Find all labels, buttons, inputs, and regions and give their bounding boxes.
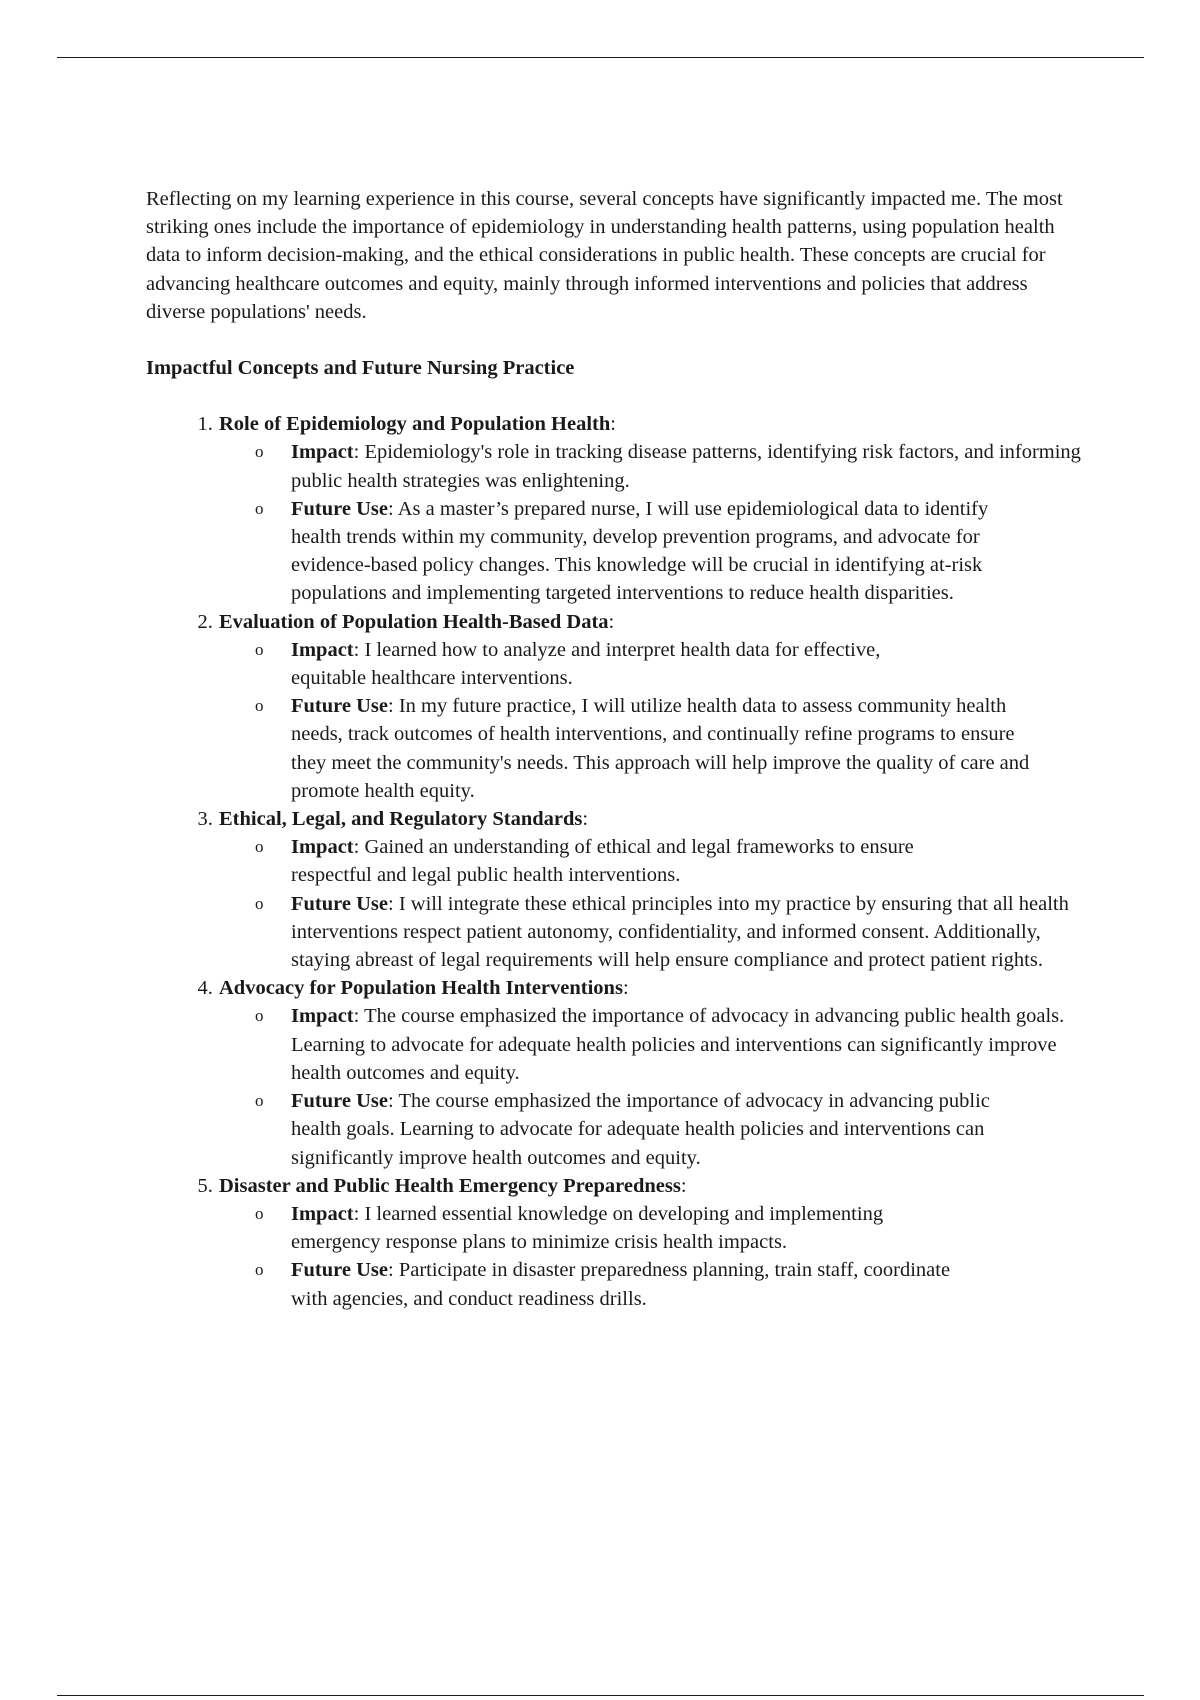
- concept-colon: :: [680, 1174, 687, 1197]
- concept-title: Evaluation of Population Health-Based Data: [219, 610, 609, 633]
- bullet-icon: o: [255, 1006, 264, 1026]
- bullet-icon: o: [255, 696, 264, 716]
- concept-title: Role of Epidemiology and Population Health: [219, 413, 611, 436]
- impact-text: : The course emphasized the importance of advocacy in advancing public health goals. Learning to advocate for adequate health policies and interventions can significantly improve health outcomes and equity.: [291, 1005, 1065, 1084]
- concept-subpoints: [219, 1002, 1086, 1171]
- impact-point: [255, 636, 946, 692]
- header-rule: [57, 57, 1144, 58]
- future-use-text: : I will integrate these ethical principles into my practice by ensuring that all health interventions respect patient autonomy, confidentiality, and informed consent. Additionally, staying abreast of legal requirements will help ensure compliance and protect patient rights.: [291, 892, 1069, 972]
- bullet-icon: o: [255, 893, 264, 913]
- concept-subpoints: [219, 438, 1086, 607]
- concept-item: [218, 805, 1086, 974]
- concept-subpoints: [219, 636, 1086, 805]
- bullet-icon: o: [255, 837, 264, 857]
- impact-text: : I learned how to analyze and interpret health data for effective, equitable healthcare interventions.: [291, 638, 881, 690]
- concept-colon: :: [622, 977, 629, 1000]
- future-use-label: Future Use: [291, 1090, 388, 1113]
- bullet-icon: o: [255, 442, 264, 462]
- bullet-icon: o: [255, 1091, 264, 1111]
- impact-label: Impact: [291, 638, 354, 661]
- future-use-point: [255, 1256, 961, 1312]
- footer-rule: [57, 1695, 1144, 1696]
- concept-item: [218, 608, 1086, 805]
- future-use-text: : As a master’s prepared nurse, I will use epidemiological data to identify health trends within my community, develop prevention programs, and advocate for evidence-based policy changes. This knowledge will be crucial in identifying at-risk populations and implementing targeted interventions to reduce health disparities.: [291, 497, 989, 605]
- bullet-icon: o: [255, 498, 264, 518]
- future-use-label: Future Use: [291, 1259, 388, 1282]
- concept-item: [218, 974, 1086, 1171]
- concept-colon: :: [582, 808, 589, 831]
- future-use-point: [255, 890, 1081, 975]
- impact-text: : Gained an understanding of ethical and legal frameworks to ensure respectful and legal public health interventions.: [291, 836, 914, 887]
- future-use-text: : In my future practice, I will utilize health data to assess community health needs, track outcomes of health interventions, and continually refine programs to ensure they meet the community's needs. This approach will help improve the quality of care and promote health equity.: [291, 695, 1030, 802]
- section-heading: Impactful Concepts and Future Nursing Practice: [146, 357, 575, 380]
- future-use-point: [255, 1087, 991, 1172]
- bullet-icon: o: [255, 1203, 264, 1223]
- concept-subpoints: [219, 1200, 1086, 1313]
- impact-text: : Epidemiology's role in tracking disease patterns, identifying risk factors, and informing public health strategies was enlightening.: [291, 441, 1081, 492]
- concept-list: [146, 410, 1086, 1313]
- impact-label: Impact: [291, 1005, 354, 1028]
- bullet-icon: o: [255, 1260, 264, 1280]
- impact-point: [255, 1200, 946, 1256]
- future-use-point: [255, 692, 1031, 805]
- impact-text: : I learned essential knowledge on developing and implementing emergency response plans to minimize crisis health impacts.: [291, 1202, 884, 1254]
- impact-point: [255, 438, 1081, 494]
- future-use-text: : The course emphasized the importance of advocacy in advancing public health goals. Learning to advocate for adequate health policies and interventions can significantly improve health outcomes and equity.: [291, 1090, 990, 1169]
- concept-colon: :: [610, 413, 616, 436]
- document-body: [146, 185, 1086, 1313]
- impact-point: [255, 1002, 1081, 1087]
- impact-point: [255, 833, 961, 889]
- impact-label: Impact: [291, 1202, 354, 1225]
- concept-title: Advocacy for Population Health Interventions: [219, 977, 623, 1000]
- bullet-icon: o: [255, 639, 264, 659]
- future-use-label: Future Use: [291, 695, 388, 718]
- concept-subpoints: [219, 833, 1086, 974]
- future-use-point: [255, 495, 1031, 608]
- future-use-label: Future Use: [291, 892, 388, 915]
- intro-paragraph: Reflecting on my learning experience in this course, several concepts have significantly impacted me. The most striking ones include the importance of epidemiology in understanding health patterns, using population health data to inform decision-making, and the ethical considerations in public health. These concepts are crucial for advancing healthcare outcomes and equity, mainly through informed interventions and policies that address diverse populations' needs.: [146, 188, 1063, 323]
- concept-title: Ethical, Legal, and Regulatory Standards: [219, 808, 583, 831]
- impact-label: Impact: [291, 836, 354, 859]
- future-use-label: Future Use: [291, 497, 388, 520]
- impact-label: Impact: [291, 441, 354, 464]
- future-use-text: : Participate in disaster preparedness planning, train staff, coordinate with agencies, and conduct readiness drills.: [291, 1259, 951, 1310]
- concept-colon: :: [608, 610, 615, 633]
- concept-item: [218, 1172, 1086, 1313]
- concept-item: [218, 410, 1086, 607]
- concept-title: Disaster and Public Health Emergency Preparedness: [219, 1174, 681, 1197]
